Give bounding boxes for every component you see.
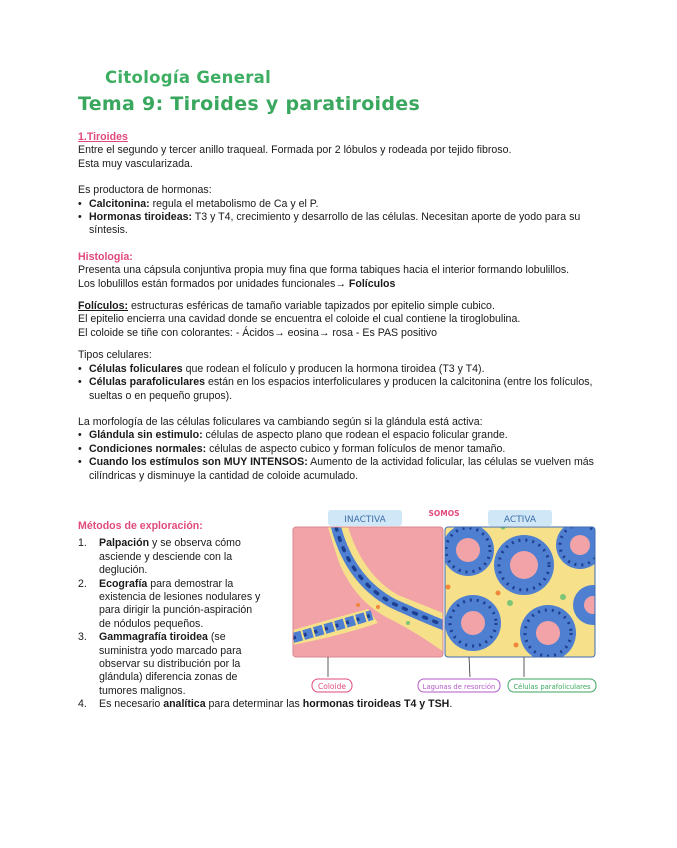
paragraph: [78, 300, 608, 313]
text: estructuras esféricas de tamaño variable tapizados por epitelio simple cubico.: [128, 300, 495, 313]
paragraph: Entre el segundo y tercer anillo traqueal. Formada por 2 lóbulos y rodeada por tejido fibroso.: [78, 144, 512, 157]
list-item: [78, 211, 608, 238]
paragraph: El epitelio encierra una cavidad donde se encuentra el coloide el cual contiene la tiroglobulina.: [78, 313, 521, 326]
label-activa: ACTIVA: [503, 515, 537, 525]
list-item: [78, 376, 608, 403]
follicle: [442, 524, 494, 576]
section-heading-tiroides: 1.Tiroides: [78, 131, 128, 143]
list-item: [78, 363, 608, 376]
paragraph: Esta muy vascularizada.: [78, 157, 193, 170]
list-item: [78, 456, 608, 483]
term: Células parafoliculares: [89, 376, 205, 389]
text: para determinar las: [205, 698, 303, 711]
list-item: [78, 631, 264, 698]
paragraph: Es productora de hormonas:: [78, 184, 212, 197]
term: hormonas tiroideas T4 y TSH: [302, 698, 450, 711]
list-item: [78, 429, 608, 442]
term: Gammagrafía tiroidea: [99, 631, 208, 644]
text: células de aspecto cubico y forman folículos de menor tamaño.: [206, 442, 506, 455]
text: (se suministra yodo marcado para observar su distribución por la glándula) diferencia zonas de tumores malignos.: [99, 631, 242, 697]
section-heading-metodos: Métodos de exploración:: [78, 520, 203, 532]
term: Células foliculares: [89, 362, 183, 375]
term: Folículos: [348, 277, 396, 290]
course-subtitle: Citología General: [105, 68, 272, 87]
label-coloide: Coloide: [318, 682, 346, 691]
paragraph: [78, 278, 608, 291]
list-item: [78, 537, 264, 577]
follicle: [494, 535, 554, 595]
label-parafoliculares: Células parafoliculares: [513, 683, 591, 691]
paragraph: Tipos celulares:: [78, 349, 152, 362]
term: Folículos:: [78, 300, 129, 313]
cell-types-list: [78, 363, 608, 403]
watermark-somos: SOMOS: [428, 509, 460, 518]
follicle: [445, 595, 501, 651]
text: T3 y T4, crecimiento y desarrollo de las células. Necesitan aporte de yodo para su síntesis.: [89, 211, 581, 237]
paragraph: Presenta una cápsula conjuntiva propia muy fina que forma tabiques hacia el interior formando lobulillos.: [78, 264, 570, 277]
text: Los lobulillos están formados por unidades funcionales→: [78, 277, 349, 290]
term: Hormonas tiroideas:: [89, 211, 193, 224]
list-item: [78, 698, 498, 711]
text: están en los espacios interfoliculares y producen la calcitonina (entre los folículos, sueltas o en pequeño grupos).: [89, 376, 593, 402]
thyroid-illustration: [288, 505, 598, 695]
paragraph: El coloide se tiñe con colorantes: - Ácidos→ eosina→ rosa - Es PAS positivo: [78, 326, 437, 339]
item-number: 1.: [78, 537, 87, 550]
paragraph: La morfología de las células foliculares va cambiando según si la glándula está activa:: [78, 415, 483, 428]
list-item: [78, 443, 608, 456]
follicle: [520, 605, 576, 661]
label-inactiva: INACTIVA: [344, 515, 386, 525]
term: Ecografía: [99, 577, 148, 590]
text: .: [449, 698, 453, 711]
list-item: [78, 198, 608, 211]
text: para demostrar la existencia de lesiones nodulares y para dirigir la punción-aspiración de nódulos pequeños.: [99, 577, 261, 630]
main-content: [78, 131, 608, 483]
text: y se observa cómo asciende y desciende con la deglución.: [99, 537, 241, 577]
text: Es necesario: [99, 698, 164, 711]
hormones-list: [78, 198, 608, 238]
term: Cuando los estímulos son MUY INTENSOS:: [89, 456, 308, 469]
term: analítica: [163, 698, 206, 711]
text: que rodean el folículo y producen la hormona tiroidea (T3 y T4).: [182, 362, 485, 375]
item-number: 3.: [78, 631, 87, 644]
section-heading-histologia: Histología:: [78, 250, 133, 263]
inactive-panel: [293, 527, 448, 657]
page-title: Tema 9: Tiroides y paratiroides: [78, 93, 421, 115]
active-panel: [442, 521, 598, 661]
item-number: 2.: [78, 577, 87, 590]
list-item: [78, 578, 264, 632]
text: regula el metabolismo de Ca y el P.: [149, 197, 319, 210]
text: células de aspecto plano que rodean el espacio folicular grande.: [202, 429, 508, 442]
term: Condiciones normales:: [89, 442, 207, 455]
term: Palpación: [99, 537, 150, 550]
term: Calcitonina:: [89, 197, 150, 210]
item-number: 4.: [78, 698, 87, 711]
text: Aumento de la actividad folicular, las células se vuelven más cilíndricas y disminuye la cantidad de coloide acumulado.: [89, 456, 594, 482]
term: Glándula sin estimulo:: [89, 429, 203, 442]
morphology-list: [78, 429, 608, 483]
label-lagunas: Lagunas de resorción: [422, 683, 496, 691]
